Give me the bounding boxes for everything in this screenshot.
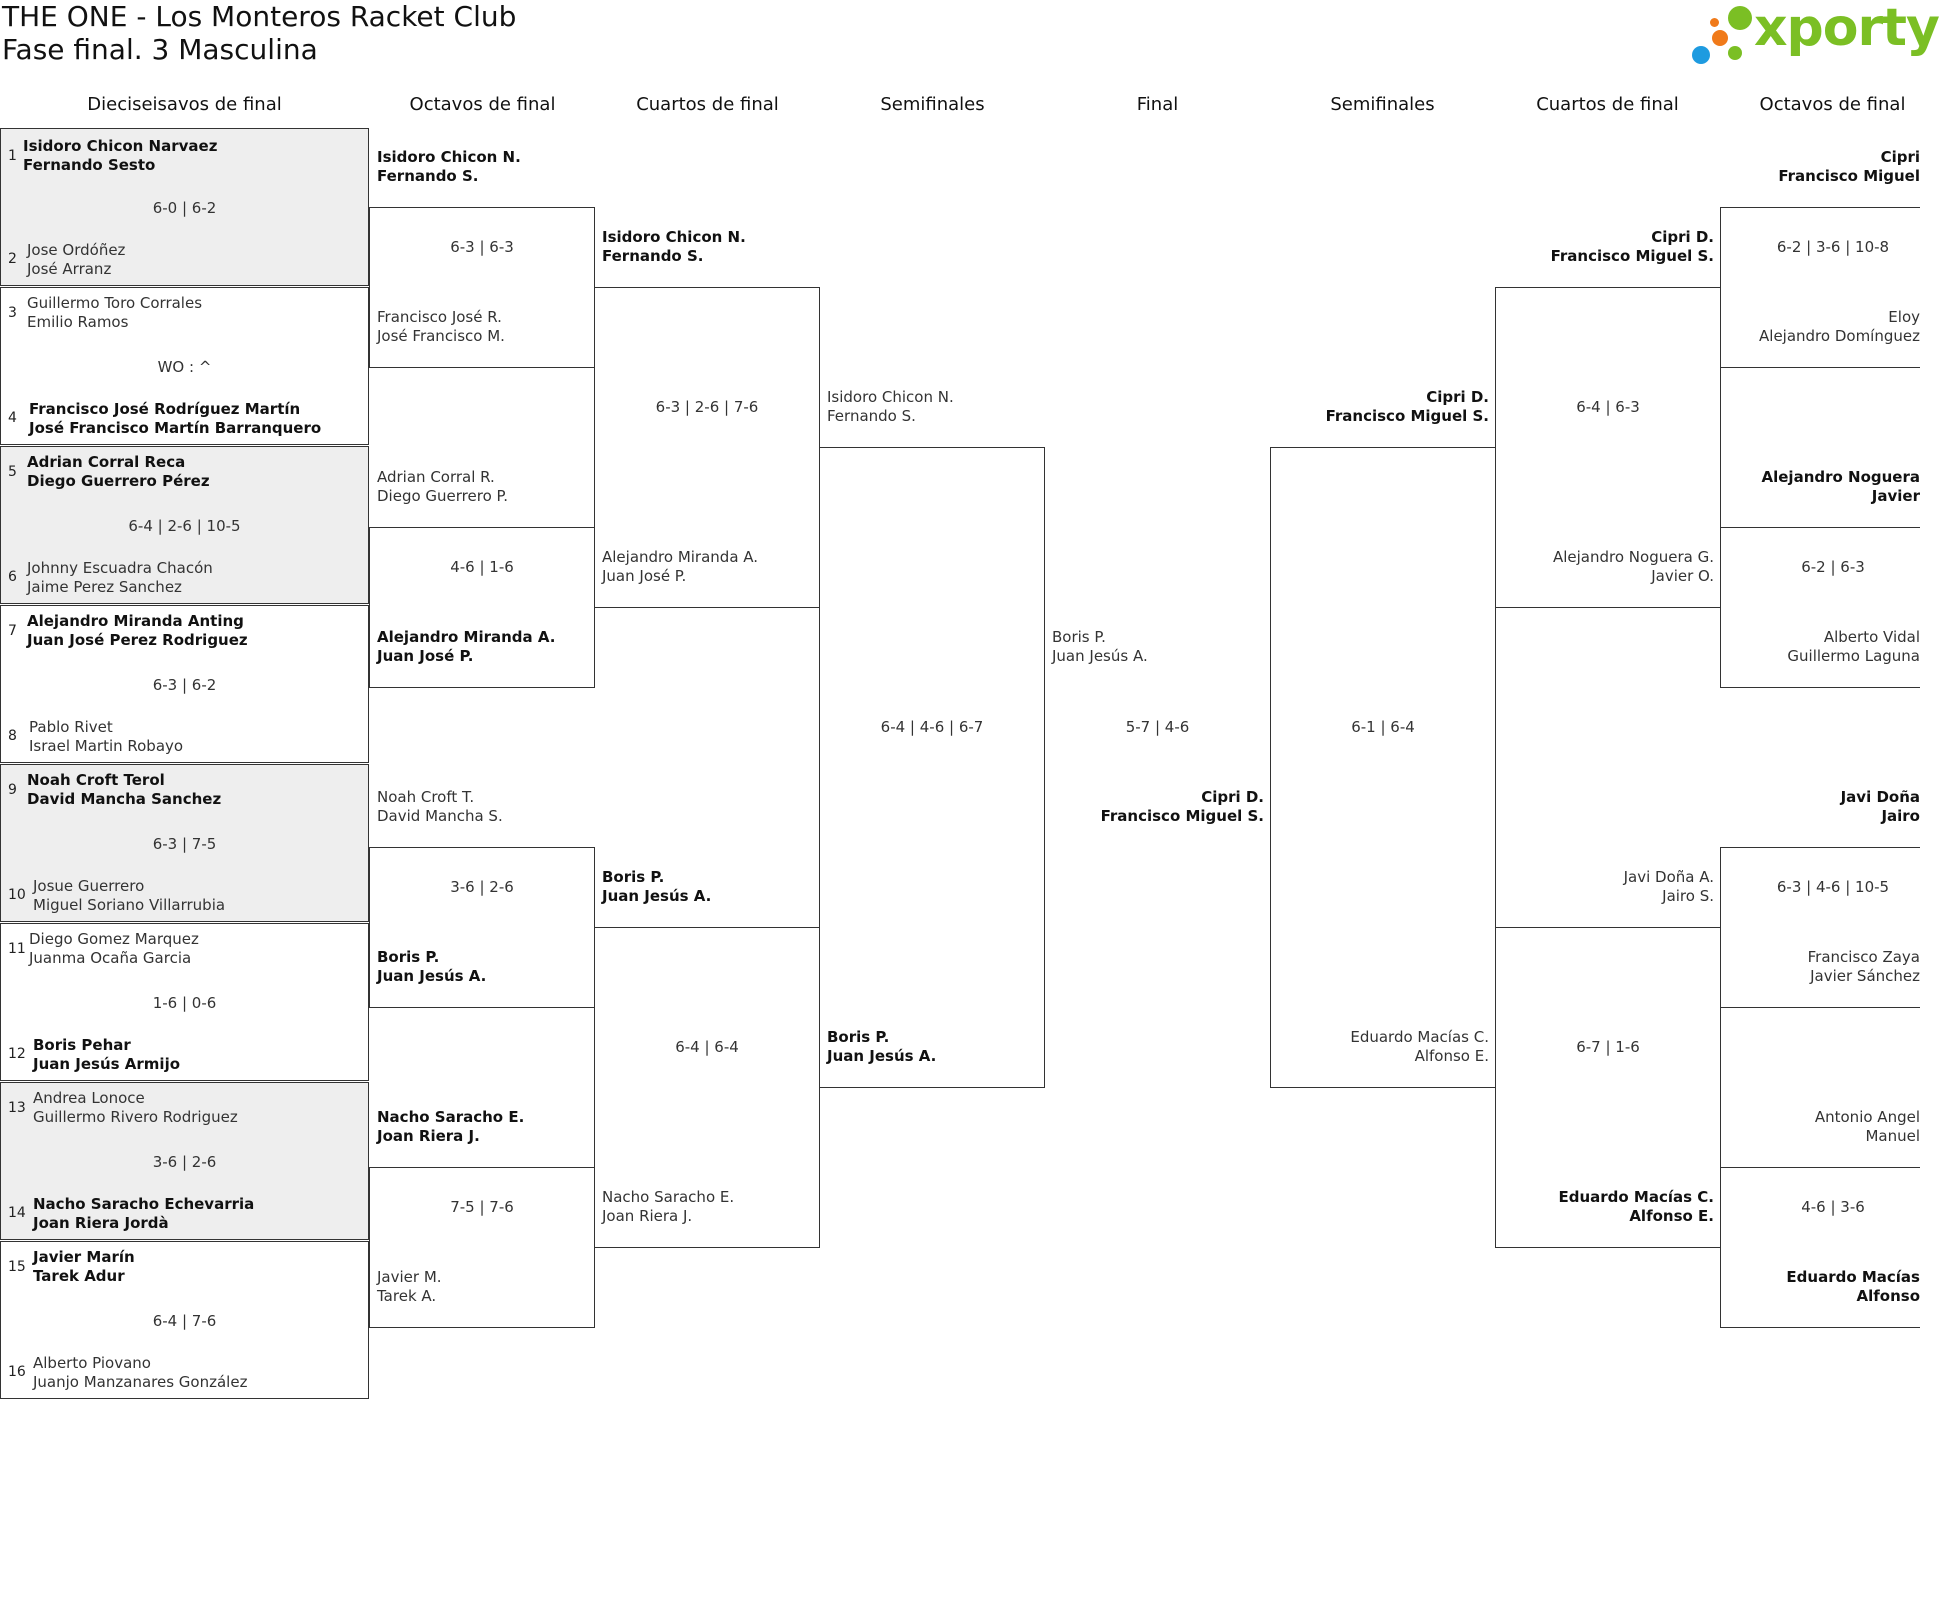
logo-dot-blue [1692,46,1710,64]
r16-pair: Boris P. Juan Jesús A. [377,948,487,985]
qf-pair: Eduardo Macías C. Alfonso E. [1558,1188,1714,1225]
r16-pair: Francisco Zaya Javier Sánchez [1807,948,1920,985]
seed-number: 6 [8,569,17,585]
pair-top: Noah Croft Terol David Mancha Sanchez [27,771,222,808]
pair-bottom: Alberto Piovano Juanjo Manzanares González [33,1354,248,1391]
match-score: 6-3 | 6-2 [152,676,217,694]
pair-top: Andrea Lonoce Guillermo Rivero Rodriguez [33,1089,238,1126]
tournament-name: THE ONE - Los Monteros Racket Club [2,0,517,33]
match-score: 6-0 | 6-2 [152,199,217,217]
logo-dot-orange-small [1710,18,1719,27]
sf-bracket-box [1270,447,1496,1088]
qf-pair: Nacho Saracho E. Joan Riera J. [602,1188,735,1225]
seed-number: 8 [8,728,17,744]
pair-top: Guillermo Toro Corrales Emilio Ramos [27,294,203,331]
r16-pair: Isidoro Chicon N. Fernando S. [377,148,521,185]
qf-pair: Alejandro Miranda A. Juan José P. [602,548,759,585]
sf-pair: Isidoro Chicon N. Fernando S. [827,388,954,425]
r16-score: 3-6 | 2-6 [450,878,514,896]
seed-number: 16 [8,1364,26,1380]
r32-match [0,1241,369,1399]
pair-bottom: Johnny Escuadra Chacón Jaime Perez Sanchez [27,559,213,596]
round-header-qf-right: Cuartos de final [1536,94,1679,115]
logo-wordmark: xporty [1754,0,1939,58]
pair-bottom: Francisco José Rodríguez Martín José Francisco Martín Barranquero [29,400,322,437]
r32-match [0,605,369,763]
r16-pair: Javi Doña Jairo [1840,788,1920,825]
sf-pair: Eduardo Macías C. Alfonso E. [1350,1028,1489,1065]
match-score: 3-6 | 2-6 [152,1153,217,1171]
r16-pair: Eloy Alejandro Domínguez [1759,308,1920,345]
r32-match [0,128,369,286]
r16-pair: Alberto Vidal Guillermo Laguna [1787,628,1920,665]
logo-dot-orange [1712,30,1728,46]
r16-score: 6-3 | 6-3 [450,238,514,256]
seed-number: 12 [8,1046,26,1062]
pair-top: Javier Marín Tarek Adur [33,1248,135,1285]
qf-pair: Javi Doña A. Jairo S. [1623,868,1714,905]
round-header-r32: Dieciseisavos de final [87,94,282,115]
r16-pair: Alejandro Miranda A. Juan José P. [377,628,556,665]
final-pair: Boris P. Juan Jesús A. [1052,628,1148,665]
qf-score: 6-4 | 6-4 [675,1038,739,1056]
logo-dot-green-large [1728,6,1752,30]
pair-top: Alejandro Miranda Anting Juan José Perez Rodriguez [27,612,248,649]
sf-bracket-box [819,447,1045,1088]
pair-bottom: Pablo Rivet Israel Martin Robayo [29,718,184,755]
qf-pair: Cipri D. Francisco Miguel S. [1550,228,1714,265]
page-title [2,0,516,66]
r16-pair: Adrian Corral R. Diego Guerrero P. [377,468,509,505]
pair-bottom: Josue Guerrero Miguel Soriano Villarrubia [33,877,226,914]
pair-bottom: Boris Pehar Juan Jesús Armijo [33,1036,181,1073]
r16-score: 6-3 | 4-6 | 10-5 [1776,878,1890,896]
round-header-r16-left: Octavos de final [409,94,556,115]
seed-number: 3 [8,305,17,321]
match-score: 1-6 | 0-6 [152,994,217,1012]
seed-number: 2 [8,251,17,267]
qf-pair: Boris P. Juan Jesús A. [602,868,712,905]
seed-number: 15 [8,1259,26,1275]
seed-number: 9 [8,782,17,798]
qf-score: 6-4 | 6-3 [1576,398,1640,416]
r32-match [0,446,369,604]
r32-match [0,764,369,922]
match-score: WO : ^ [157,358,212,376]
round-header-sf-left: Semifinales [880,94,985,115]
seed-number: 5 [8,464,17,480]
seed-number: 14 [8,1205,26,1221]
r16-pair: Francisco José R. José Francisco M. [377,308,505,345]
seed-number: 13 [8,1100,26,1116]
sf-pair: Cipri D. Francisco Miguel S. [1325,388,1489,425]
sf-score: 6-4 | 4-6 | 6-7 [880,718,984,736]
r16-score: 7-5 | 7-6 [450,1198,514,1216]
sf-pair: Boris P. Juan Jesús A. [827,1028,937,1065]
r16-pair: Cipri Francisco Miguel [1778,148,1920,185]
r16-pair: Javier M. Tarek A. [377,1268,442,1305]
r16-score: 6-2 | 6-3 [1801,558,1865,576]
match-score: 6-4 | 2-6 | 10-5 [128,517,241,535]
final-score: 5-7 | 4-6 [1125,718,1190,736]
seed-number: 7 [8,623,17,639]
round-header-r16-right: Octavos de final [1759,94,1906,115]
r16-score: 6-2 | 3-6 | 10-8 [1776,238,1890,256]
round-header-qf-left: Cuartos de final [636,94,779,115]
seed-number: 4 [8,410,17,426]
r16-pair: Nacho Saracho E. Joan Riera J. [377,1108,525,1145]
qf-score: 6-7 | 1-6 [1576,1038,1640,1056]
pair-top: Diego Gomez Marquez Juanma Ocaña Garcia [29,930,199,967]
draw-name: Fase final. 3 Masculina [2,33,318,66]
pair-bottom: Nacho Saracho Echevarria Joan Riera Jordà [33,1195,255,1232]
match-score: 6-4 | 7-6 [152,1312,217,1330]
pair-bottom: Jose Ordóñez José Arranz [27,241,126,278]
qf-score: 6-3 | 2-6 | 7-6 [655,398,759,416]
round-header-final: Final [1136,94,1179,115]
r16-score: 4-6 | 1-6 [450,558,514,576]
seed-number: 1 [8,148,17,164]
seed-number: 11 [8,941,26,957]
r16-pair: Antonio Angel Manuel [1814,1108,1920,1145]
seed-number: 10 [8,887,26,903]
r16-pair: Noah Croft T. David Mancha S. [377,788,503,825]
round-header-sf-right: Semifinales [1330,94,1435,115]
r32-match [0,923,369,1081]
final-pair: Cipri D. Francisco Miguel S. [1100,788,1264,825]
qf-pair: Alejandro Noguera G. Javier O. [1552,548,1714,585]
r32-match [0,287,369,445]
r32-match [0,1082,369,1240]
sf-score: 6-1 | 6-4 [1351,718,1415,736]
r16-pair: Alejandro Noguera Javier [1761,468,1920,505]
match-score: 6-3 | 7-5 [152,835,217,853]
qf-pair: Isidoro Chicon N. Fernando S. [602,228,746,265]
xporty-logo [1690,0,1939,70]
pair-top: Adrian Corral Reca Diego Guerrero Pérez [27,453,210,490]
r16-score: 4-6 | 3-6 [1801,1198,1865,1216]
logo-dot-green-small [1728,46,1742,60]
r16-pair: Eduardo Macías Alfonso [1786,1268,1920,1305]
pair-top: Isidoro Chicon Narvaez Fernando Sesto [23,137,218,174]
